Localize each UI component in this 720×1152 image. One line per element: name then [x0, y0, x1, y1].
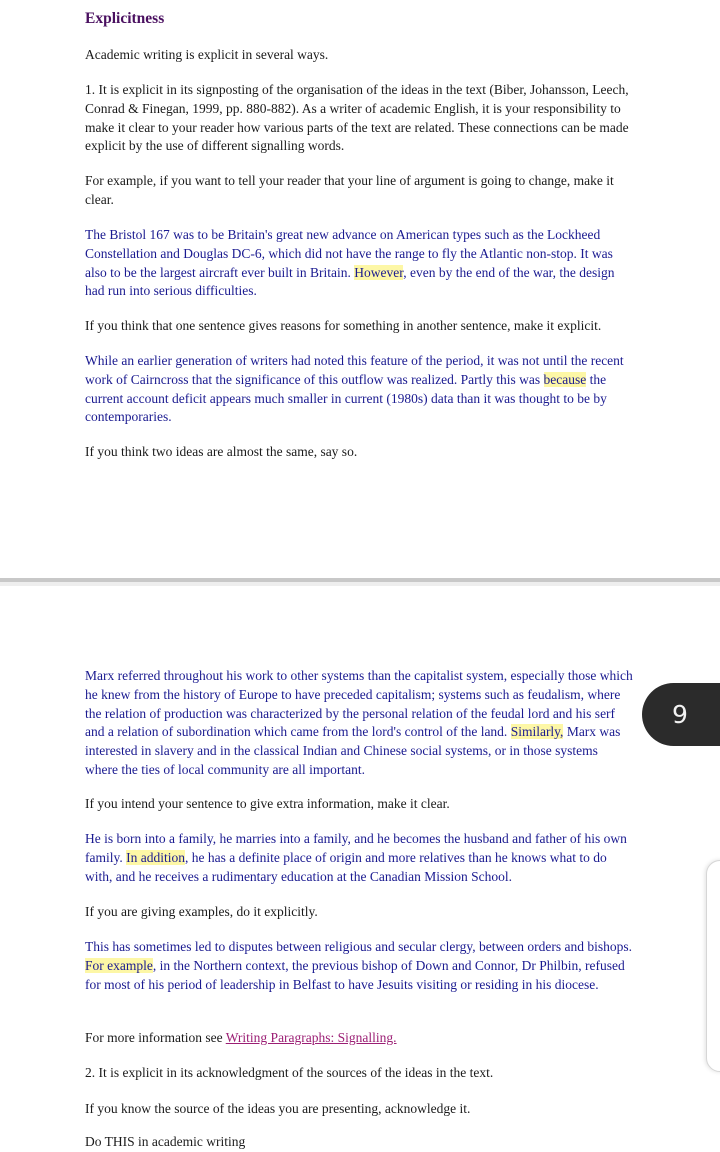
- point-1-text: 1. It is explicit in its signposting of the organisation of the ideas in the text (Biber, Johansson, Leech, Conrad & Finegan, 1999, pp. 880-882). As a writer of academic English, it is your responsibility to make it clear to your reader how various parts of the text are related. These connections can be made explicit by the use of different signalling words.: [85, 82, 629, 154]
- point-2-text: 2. It is explicit in its acknowledgment of the sources of the ideas in the text.: [85, 1065, 494, 1080]
- same-intro-paragraph: [85, 443, 633, 462]
- example-2-paragraph: [85, 352, 633, 427]
- signal-word-similarly: Similarly,: [510, 724, 564, 740]
- example-2-after: the current account deficit appears much smaller in current (1980s) data than it was thought to be by contemporaries.: [85, 371, 607, 425]
- point-1-paragraph: [85, 81, 633, 156]
- example-1-before: The Bristol 167 was to be Britain's great new advance on American types such as the Lockheed Constellation and Douglas DC-6, which did not have the range to fly the Atlantic non-stop. It was also to be the largest aircraft ever built in Britain.: [85, 227, 613, 280]
- example-1-paragraph: [85, 226, 633, 301]
- example-5-after: , in the Northern context, the previous bishop of Down and Connor, Dr Philbin, refused for most of his period of leadership in Belfast to have Jesuits visiting or residing in his diocese.: [85, 957, 625, 992]
- intro-paragraph: [85, 46, 633, 65]
- signal-word-for-example: For example: [85, 957, 153, 973]
- intro-text: Academic writing is explicit in several ways.: [85, 47, 329, 62]
- do-this-text: Do THIS in academic writing: [85, 1134, 246, 1149]
- example-4-before: He is born into a family, he marries into a family, and he becomes the husband and father of his own family.: [85, 831, 627, 865]
- example-4-after: , he has a definite place of origin and more relatives than he knows what to do with, and he receives a rudimentary education at the Canadian Mission School.: [85, 849, 607, 884]
- same-intro-text: If you think two ideas are almost the same, say so.: [85, 444, 358, 459]
- signalling-link[interactable]: Writing Paragraphs: Signalling.: [225, 1030, 397, 1045]
- signal-word-because: because: [543, 371, 587, 387]
- extra-intro-text: If you intend your sentence to give extra information, make it clear.: [85, 796, 450, 811]
- example-5-before: This has sometimes led to disputes between religious and secular clergy, between orders and bishops.: [85, 939, 632, 954]
- page-number-badge[interactable]: 9: [642, 683, 720, 746]
- reasons-intro-text: If you think that one sentence gives reasons for something in another sentence, make it explicit.: [85, 318, 602, 333]
- example-3-paragraph: [85, 667, 633, 780]
- example-3-before: Marx referred throughout his work to other systems than the capitalist system, especially those which he knew from the history of Europe to have preceded capitalism; systems such as feudalism, where the relation of production was characterized by the personal relation of the feudal lord and his serf and a relation of subordination which came from the lord's control of the land.: [85, 668, 633, 740]
- example-intro-text: For example, if you want to tell your reader that your line of argument is going to change, make it clear.: [85, 173, 614, 207]
- example-intro-paragraph: [85, 172, 633, 210]
- signal-word-in-addition: In addition: [126, 849, 185, 865]
- reasons-intro-paragraph: [85, 317, 633, 336]
- side-panel-tab[interactable]: [706, 860, 720, 1072]
- source-intro-text: If you know the source of the ideas you are presenting, acknowledge it.: [85, 1101, 471, 1116]
- point-2-paragraph: [85, 1064, 633, 1083]
- examples-intro-paragraph: [85, 903, 633, 922]
- example-3-after: Marx was interested in slavery and in the classical Indian and Chinese social systems, or in those systems where the ties of local community are all important.: [85, 724, 621, 777]
- example-2-before: While an earlier generation of writers had noted this feature of the period, it was not until the recent work of Cairncross that the significance of this outflow was realized. Partly this was: [85, 353, 624, 387]
- example-5-paragraph: [85, 938, 633, 994]
- more-info-prefix: For more information see: [85, 1030, 226, 1045]
- example-4-paragraph: [85, 830, 633, 886]
- do-this-paragraph: [85, 1133, 633, 1152]
- more-info-paragraph: [85, 1029, 633, 1048]
- signal-word-however: However: [354, 264, 404, 280]
- extra-intro-paragraph: [85, 795, 633, 814]
- example-1-after: , even by the end of the war, the design had run into serious difficulties.: [85, 264, 615, 299]
- section-title: Explicitness: [85, 10, 165, 27]
- source-intro-paragraph: [85, 1100, 633, 1119]
- examples-intro-text: If you are giving examples, do it explicitly.: [85, 904, 318, 919]
